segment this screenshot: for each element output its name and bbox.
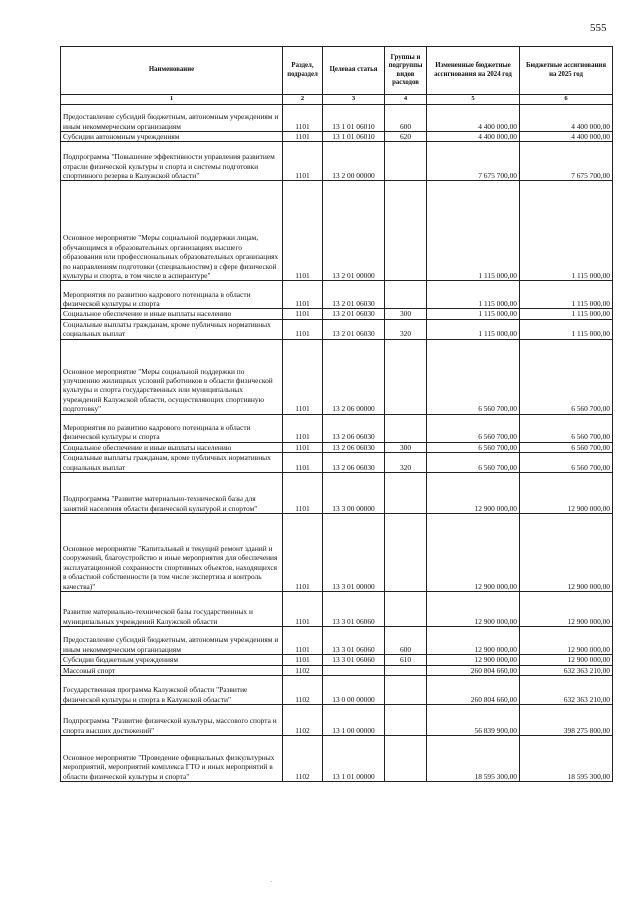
table-row [61, 705, 613, 736]
header-section: Раздел, подраздел [283, 47, 323, 95]
cell-group: 600 [385, 105, 427, 132]
cell-name: Основное мероприятие "Меры социальной поддержки по улучшению жилищных условий работников в области физической культуры и спорта государственных или муниципальных учреждений Калужской области, осуществляющих спортивную подготовку" [61, 339, 283, 414]
cell-target: 13 2 01 06030 [323, 319, 385, 339]
cell-target: 13 3 01 06060 [323, 627, 385, 655]
cell-y2025: 6 560 700,00 [520, 339, 613, 414]
table-row [61, 665, 613, 675]
table-row [61, 142, 613, 181]
cell-y2024: 1 115 000,00 [427, 181, 520, 281]
cell-y2024: 12 900 000,00 [427, 627, 520, 655]
col-number: 2 [283, 95, 323, 105]
cell-name: Подпрограмма "Повышение эффективности управления развитием отрасли физической культуры и спорта и системы подготовки спортивного резерва в Калужской области" [61, 142, 283, 181]
cell-y2024: 1 115 000,00 [427, 309, 520, 319]
cell-section: 1102 [283, 705, 323, 736]
cell-name: Подпрограмма "Развитие физической культуры, массового спорта и спорта высших достижений" [61, 705, 283, 736]
cell-y2024: 7 675 700,00 [427, 142, 520, 181]
cell-name: Развитие материально-технической базы государственных и муниципальных учреждений Калужской области [61, 592, 283, 627]
cell-name: Предоставление субсидий бюджетным, автономным учреждениям и иным некоммерческим организациям [61, 627, 283, 655]
cell-target: 13 1 01 06010 [323, 132, 385, 142]
cell-group [385, 142, 427, 181]
header-name: Наименование [61, 47, 283, 95]
cell-target: 13 1 01 00000 [323, 736, 385, 782]
cell-y2025: 632 363 210,00 [520, 676, 613, 705]
table-row [61, 473, 613, 514]
table-row [61, 319, 613, 339]
cell-y2024: 1 115 000,00 [427, 281, 520, 309]
cell-y2024: 260 804 660,00 [427, 665, 520, 675]
cell-group: 610 [385, 655, 427, 665]
cell-name: Основное мероприятие "Меры социальной поддержки лицам, обучающимся в образовательных организациях высшего образования или профессиональных образовательных организациях по направлениям подготовки (специальностям) в сфере физической культуры и спорта, в том числе в аспирантуре" [61, 181, 283, 281]
cell-group: 320 [385, 319, 427, 339]
cell-section: 1101 [283, 181, 323, 281]
cell-y2024: 18 595 300,00 [427, 736, 520, 782]
cell-section: 1101 [283, 592, 323, 627]
cell-section: 1101 [283, 442, 323, 452]
cell-y2024: 4 400 000,00 [427, 132, 520, 142]
cell-section: 1101 [283, 319, 323, 339]
header-2024: Измененные бюджетные ассигнования на 2024 год [427, 47, 520, 95]
cell-y2025: 6 560 700,00 [520, 453, 613, 473]
cell-y2024: 12 900 000,00 [427, 655, 520, 665]
table-row [61, 676, 613, 705]
cell-name: Социальные выплаты гражданам, кроме публичных нормативных социальных выплат [61, 453, 283, 473]
cell-group [385, 473, 427, 514]
cell-group: 600 [385, 627, 427, 655]
cell-section: 1101 [283, 142, 323, 181]
cell-y2024: 1 115 000,00 [427, 319, 520, 339]
cell-y2025: 1 115 000,00 [520, 309, 613, 319]
cell-y2024: 4 400 000,00 [427, 105, 520, 132]
cell-target: 13 2 01 06030 [323, 281, 385, 309]
cell-group [385, 676, 427, 705]
cell-group [385, 665, 427, 675]
cell-target: 13 0 00 00000 [323, 676, 385, 705]
cell-target: 13 2 00 00000 [323, 142, 385, 181]
cell-target: 13 2 01 06030 [323, 309, 385, 319]
header-groups: Группы и подгруппы видов расходов [385, 47, 427, 95]
scan-mark: · [270, 878, 273, 886]
cell-y2025: 1 115 000,00 [520, 181, 613, 281]
cell-y2024: 12 900 000,00 [427, 473, 520, 514]
cell-y2025: 12 900 000,00 [520, 473, 613, 514]
cell-name: Мероприятия по развитию кадрового потенциала в области физической культуры и спорта [61, 281, 283, 309]
table-row [61, 281, 613, 309]
table-row [61, 514, 613, 592]
cell-section: 1101 [283, 655, 323, 665]
cell-name: Субсидии автономным учреждениям [61, 132, 283, 142]
table-row [61, 627, 613, 655]
table-row [61, 105, 613, 132]
cell-group [385, 414, 427, 442]
cell-name: Субсидии бюджетным учреждениям [61, 655, 283, 665]
cell-y2025: 12 900 000,00 [520, 514, 613, 592]
cell-target: 13 2 06 00000 [323, 339, 385, 414]
cell-y2025: 6 560 700,00 [520, 442, 613, 452]
cell-y2025: 4 400 000,00 [520, 105, 613, 132]
budget-table [60, 46, 613, 782]
cell-y2024: 12 900 000,00 [427, 514, 520, 592]
cell-section: 1102 [283, 676, 323, 705]
header-2025: Бюджетные ассигнования на 2025 год [520, 47, 613, 95]
cell-name: Основное мероприятие "Капитальный и текущий ремонт зданий и сооружений, благоустройство и иные мероприятия для обеспечения эксплуатационной сохранности спортивных объектов, находящихся в областной собственности (в том числе экспертиза и контроль качества)" [61, 514, 283, 592]
cell-name: Социальное обеспечение и иные выплаты населению [61, 309, 283, 319]
cell-y2024: 6 560 700,00 [427, 453, 520, 473]
cell-target: 13 3 01 06060 [323, 655, 385, 665]
cell-group: 300 [385, 309, 427, 319]
cell-y2025: 18 595 300,00 [520, 736, 613, 782]
cell-section: 1101 [283, 105, 323, 132]
cell-target: 13 2 01 00000 [323, 181, 385, 281]
cell-target: 13 2 06 06030 [323, 414, 385, 442]
cell-name: Мероприятия по развитию кадрового потенциала в области физической культуры и спорта [61, 414, 283, 442]
table-row [61, 442, 613, 452]
cell-name: Предоставление субсидий бюджетным, автономным учреждениям и иным некоммерческим организациям [61, 105, 283, 132]
cell-y2025: 398 275 800,00 [520, 705, 613, 736]
header-row [61, 47, 613, 95]
cell-y2025: 1 115 000,00 [520, 281, 613, 309]
table-row [61, 736, 613, 782]
cell-name: Основное мероприятие "Проведение официальных физкультурных мероприятий, мероприятий комплекса ГТО и иных мероприятий в области физической культуры и спорта" [61, 736, 283, 782]
cell-section: 1101 [283, 453, 323, 473]
cell-target [323, 665, 385, 675]
header-target: Целевая статья [323, 47, 385, 95]
table-row [61, 309, 613, 319]
table-row [61, 414, 613, 442]
cell-section: 1101 [283, 339, 323, 414]
cell-group [385, 281, 427, 309]
cell-group [385, 514, 427, 592]
cell-section: 1101 [283, 281, 323, 309]
cell-section: 1101 [283, 132, 323, 142]
table-row [61, 339, 613, 414]
col-number: 5 [427, 95, 520, 105]
table-row [61, 453, 613, 473]
col-number: 1 [61, 95, 283, 105]
cell-y2024: 6 560 700,00 [427, 339, 520, 414]
cell-y2024: 6 560 700,00 [427, 414, 520, 442]
cell-y2025: 12 900 000,00 [520, 655, 613, 665]
cell-name: Социальное обеспечение и иные выплаты населению [61, 442, 283, 452]
cell-group: 620 [385, 132, 427, 142]
cell-group: 300 [385, 442, 427, 452]
cell-name: Социальные выплаты гражданам, кроме публичных нормативных социальных выплат [61, 319, 283, 339]
cell-group [385, 592, 427, 627]
cell-target: 13 2 06 06030 [323, 442, 385, 452]
cell-target: 13 1 00 00000 [323, 705, 385, 736]
cell-group [385, 339, 427, 414]
cell-section: 1101 [283, 473, 323, 514]
cell-y2024: 12 900 000,00 [427, 592, 520, 627]
cell-group [385, 705, 427, 736]
column-numbers-row [61, 95, 613, 105]
cell-target: 13 3 00 00000 [323, 473, 385, 514]
cell-section: 1101 [283, 414, 323, 442]
cell-target: 13 1 01 06010 [323, 105, 385, 132]
table-row [61, 181, 613, 281]
cell-y2025: 4 400 000,00 [520, 132, 613, 142]
cell-section: 1102 [283, 736, 323, 782]
cell-y2024: 260 804 660,00 [427, 676, 520, 705]
cell-section: 1101 [283, 627, 323, 655]
cell-y2025: 12 900 000,00 [520, 592, 613, 627]
col-number: 4 [385, 95, 427, 105]
cell-section: 1101 [283, 514, 323, 592]
cell-group: 320 [385, 453, 427, 473]
cell-name: Подпрограмма "Развитие материально-технической базы для занятий населения области физической культурой и спортом" [61, 473, 283, 514]
cell-y2025: 12 900 000,00 [520, 627, 613, 655]
cell-target: 13 3 01 00000 [323, 514, 385, 592]
table-row [61, 592, 613, 627]
cell-y2025: 1 115 000,00 [520, 319, 613, 339]
cell-group [385, 181, 427, 281]
cell-y2025: 7 675 700,00 [520, 142, 613, 181]
cell-y2025: 632 363 210,00 [520, 665, 613, 675]
page-number: 555 [590, 22, 607, 34]
col-number: 3 [323, 95, 385, 105]
cell-target: 13 3 01 06060 [323, 592, 385, 627]
table-body [61, 105, 613, 782]
table-row [61, 132, 613, 142]
col-number: 6 [520, 95, 613, 105]
cell-y2024: 56 839 900,00 [427, 705, 520, 736]
cell-section: 1102 [283, 665, 323, 675]
cell-y2025: 6 560 700,00 [520, 414, 613, 442]
cell-name: Государственная программа Калужской области "Развитие физической культуры и спорта в Калужской области" [61, 676, 283, 705]
cell-section: 1101 [283, 309, 323, 319]
cell-group [385, 736, 427, 782]
cell-name: Массовый спорт [61, 665, 283, 675]
cell-target: 13 2 06 06030 [323, 453, 385, 473]
cell-y2024: 6 560 700,00 [427, 442, 520, 452]
table-row [61, 655, 613, 665]
